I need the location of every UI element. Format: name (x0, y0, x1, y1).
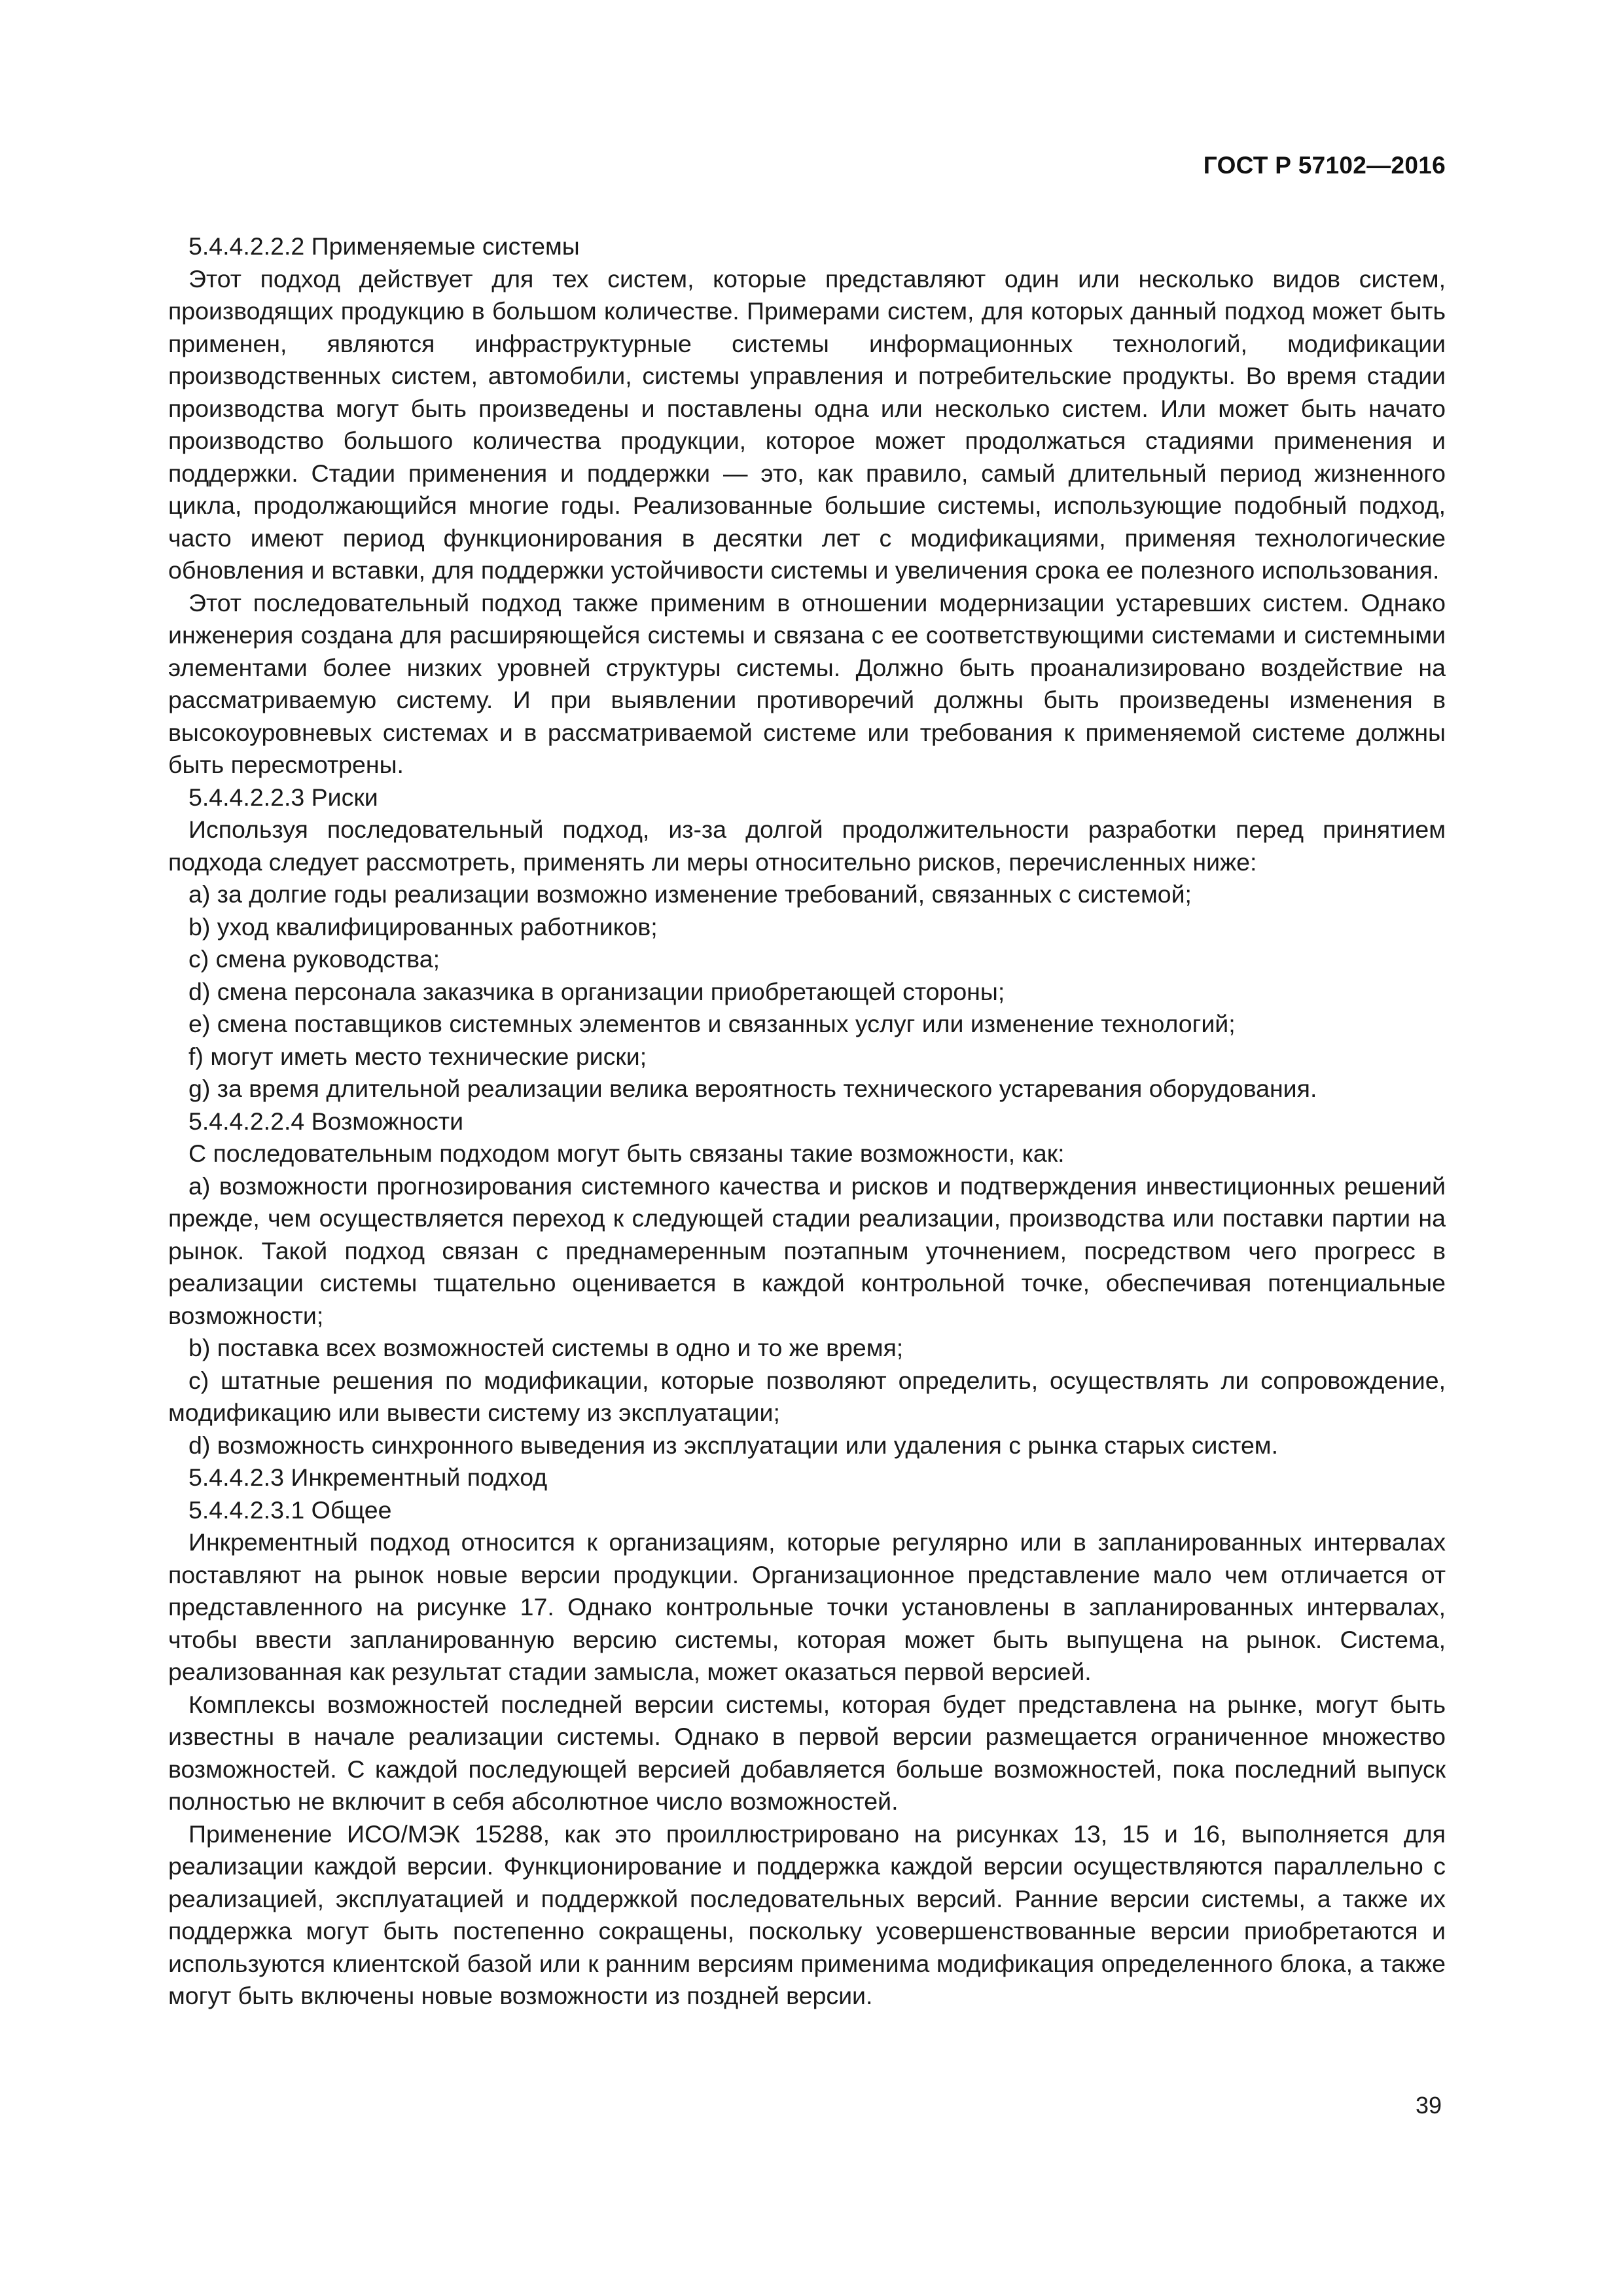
document-body (168, 230, 1446, 2013)
paragraph: Используя последовательный подход, из-за долгой продолжительности разработки перед принятием подхода следует рассмотреть, применять ли меры относительно рисков, перечисленных ниже: (168, 816, 1446, 876)
list-item: c) штатные решения по модификации, которые позволяют определить, осуществлять ли сопровождение, модификацию или вывести систему из эксплуатации; (168, 1366, 1446, 1426)
section-heading: 5.4.4.2.2.4 Возможности (188, 1107, 464, 1135)
page-number: 39 (1415, 2092, 1442, 2119)
list-item: d) возможность синхронного выведения из эксплуатации или удаления с рынка старых систем. (188, 1431, 1278, 1459)
section-heading: 5.4.4.2.3 Инкрементный подход (188, 1463, 548, 1491)
section-heading: 5.4.4.2.2.3 Риски (188, 783, 378, 811)
paragraph: Инкрементный подход относится к организациям, которые регулярно или в запланированных интервалах поставляют на рынок новые версии продукции. Организационное представление мало чем отличается от представленного на рисунке 17. Однако контрольные точки установлены в запланированных интервалах, чтобы ввести запланированную версию системы, которая может быть выпущена на рынок. Система, реализованная как результат стадии замысла, может оказаться первой версией. (168, 1528, 1446, 1685)
paragraph: Этот последовательный подход также применим в отношении модернизации устаревших систем. Однако инженерия создана для расширяющейся системы и связана с ее соответствующими системами и системными элементами более низких уровней структуры системы. Должно быть проанализировано воздействие на рассматриваемую систему. И при выявлении противоречий должны быть произведены изменения в высокоуровневых системах и в рассматриваемой системе или требования к применяемой системе должны быть пересмотрены. (168, 588, 1446, 778)
paragraph: С последовательным подходом могут быть связаны такие возможности, как: (188, 1139, 1065, 1167)
list-item: b) поставка всех возможностей системы в одно и то же время; (188, 1334, 904, 1361)
list-item: b) уход квалифицированных работников; (188, 912, 658, 941)
list-item: a) возможности прогнозирования системного качества и рисков и подтверждения инвестиционных решений прежде, чем осуществляется переход к следующей стадии реализации, производства или поставки партии на рынок. Такой подход связан с преднамеренным поэтапным уточнением, посредством чего прогресс в реализации системы тщательно оценивается в каждой контрольной точке, обеспечивая потенциальные возможности; (168, 1172, 1446, 1329)
list-item: g) за время длительной реализации велика вероятность технического устаревания оборудования. (188, 1075, 1317, 1102)
standard-designation: ГОСТ Р 57102—2016 (1203, 152, 1446, 179)
list-item: f) могут иметь место технические риски; (188, 1042, 647, 1070)
section-heading: 5.4.4.2.3.1 Общее (188, 1496, 392, 1524)
list-item: d) смена персонала заказчика в организации приобретающей стороны; (188, 977, 1005, 1005)
list-item: a) за долгие годы реализации возможно изменение требований, связанных с системой; (188, 880, 1192, 908)
paragraph: Комплексы возможностей последней версии системы, которая будет представлена на рынке, могут быть известны в начале реализации системы. Однако в первой версии размещается ограниченное множество возможностей. С каждой последующей версией добавляется больше возможностей, пока последний выпуск полностью не включит в себя абсолютное число возможностей. (168, 1690, 1446, 1815)
list-item: c) смена руководства; (188, 945, 440, 973)
list-item: e) смена поставщиков системных элементов и связанных услуг или изменение технологий; (188, 1010, 1236, 1037)
section-heading: 5.4.4.2.2.2 Применяемые системы (188, 232, 580, 260)
paragraph: Этот подход действует для тех систем, которые представляют один или несколько видов систем, производящих продукцию в большом количестве. Примерами систем, для которых данный подход может быть применен, являются инфраструктурные системы информационных технологий, модификации производственных систем, автомобили, системы управления и потребительские продукты. Во время стадии производства могут быть произведены и поставлены одна или несколько систем. Или может быть начато производство большого количества продукции, которое может продолжаться стадиями применения и поддержки. Стадии применения и поддержки — это, как правило, самый длительный период жизненного цикла, продолжающийся многие годы. Реализованные большие системы, использующие подобный подход, часто имеют период функционирования в десятки лет с модификациями, применяя технологические обновления и вставки, для поддержки устойчивости системы и увеличения срока ее полезного использования. (168, 264, 1446, 584)
paragraph: Применение ИСО/МЭК 15288, как это проиллюстрировано на рисунках 13, 15 и 16, выполняется для реализации каждой версии. Функционирование и поддержка каждой версии осуществляются параллельно с реализацией, эксплуатацией и поддержкой последовательных версий. Ранние версии системы, а также их поддержка могут быть постепенно сокращены, поскольку усовершенствованные версии приобретаются и используются клиентской базой или к ранним версиям применима модификация определенного блока, а также могут быть включены новые возможности из поздней версии. (168, 1820, 1446, 2009)
